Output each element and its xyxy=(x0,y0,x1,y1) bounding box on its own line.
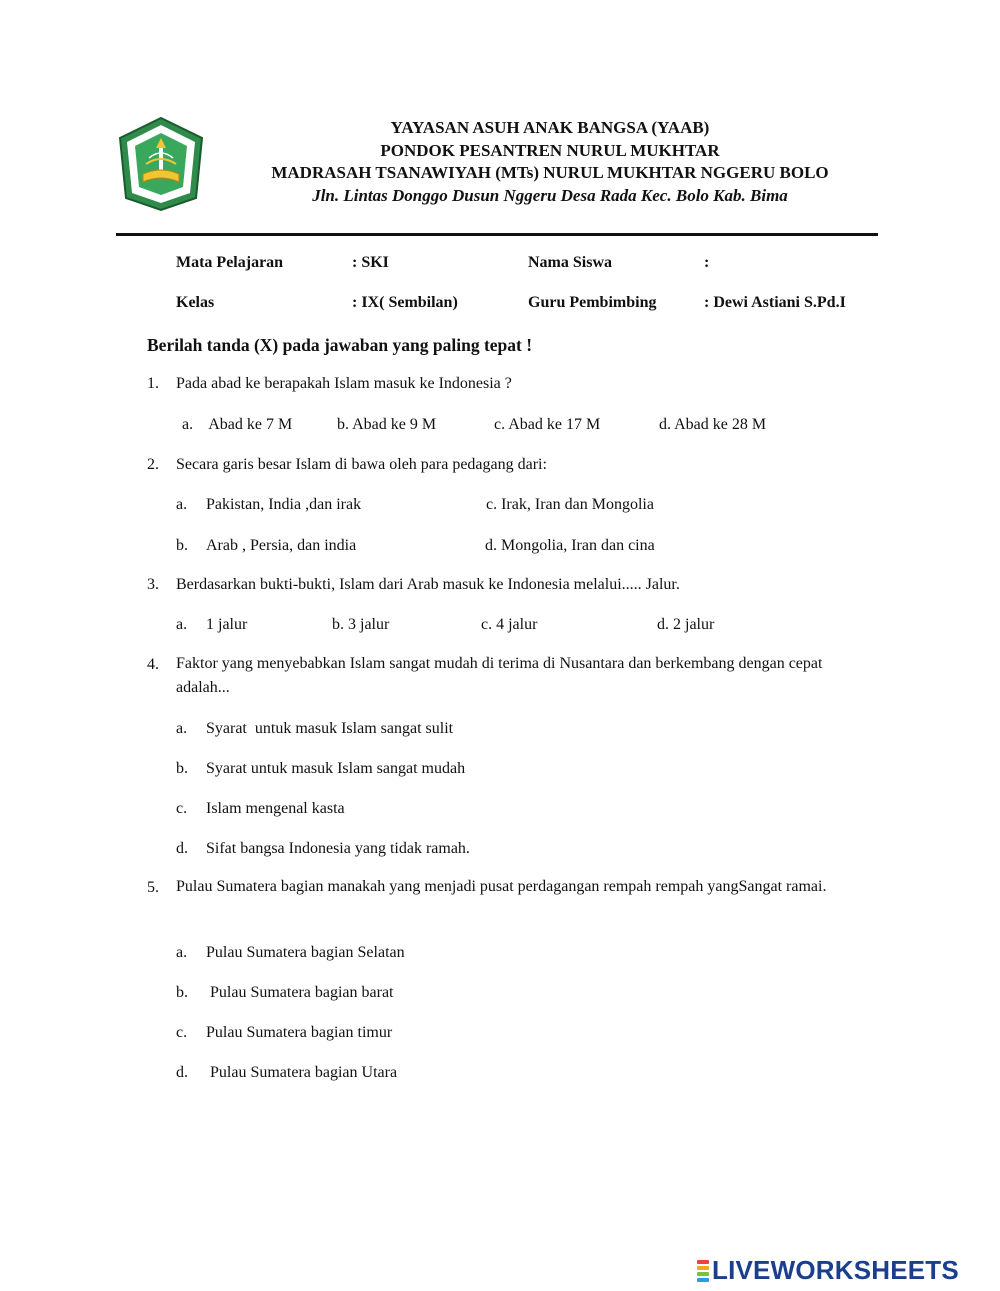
q2-option-c[interactable]: c. Irak, Iran dan Mongolia xyxy=(486,496,654,513)
subject-value: : SKI xyxy=(352,254,389,271)
question-number: 5. xyxy=(147,879,159,896)
q3-option-a-letter: a. xyxy=(176,616,188,633)
liveworksheets-text: LIVEWORKSHEETS xyxy=(712,1255,959,1285)
question-text: Secara garis besar Islam di bawa oleh para pedagang dari: xyxy=(176,456,547,473)
instruction: Berilah tanda (X) pada jawaban yang paling tepat ! xyxy=(147,335,533,355)
school-logo xyxy=(116,116,206,212)
liveworksheets-logo-icon xyxy=(697,1259,709,1283)
q5-option-c-letter: c. xyxy=(176,1024,188,1041)
school-address: Jln. Lintas Donggo Dusun Nggeru Desa Rada Kec. Bolo Kab. Bima xyxy=(312,186,788,205)
q3-option-a[interactable]: 1 jalur xyxy=(206,616,248,633)
q1-option-c[interactable]: c. Abad ke 17 M xyxy=(494,416,601,433)
class-label: Kelas xyxy=(176,294,215,311)
liveworksheets-watermark xyxy=(697,1255,959,1286)
q4-option-c-letter: c. xyxy=(176,800,188,817)
madrasah-name: MADRASAH TSANAWIYAH (MTs) NURUL MUKHTAR NGGERU BOLO xyxy=(271,163,829,182)
q2-option-b[interactable]: Arab , Persia, dan india xyxy=(206,537,357,554)
question-text: Pada abad ke berapakah Islam masuk ke Indonesia ? xyxy=(176,375,512,392)
q2-option-a-letter: a. xyxy=(176,496,188,513)
question-number: 4. xyxy=(147,656,159,673)
question-number: 1. xyxy=(147,375,159,392)
q4-option-a-letter: a. xyxy=(176,720,188,737)
q4-option-b-letter: b. xyxy=(176,760,188,777)
teacher-label: Guru Pembimbing xyxy=(528,294,657,311)
q1-option-d[interactable]: d. Abad ke 28 M xyxy=(659,416,767,433)
question-number: 2. xyxy=(147,456,159,473)
q3-option-b[interactable]: b. 3 jalur xyxy=(332,616,390,633)
q4-option-d-letter: d. xyxy=(176,840,188,857)
header-divider xyxy=(116,233,878,236)
teacher-value: : Dewi Astiani S.Pd.I xyxy=(704,294,846,311)
q1-option-b[interactable]: b. Abad ke 9 M xyxy=(337,416,437,433)
student-name-field[interactable]: : xyxy=(704,254,710,271)
q5-option-a-letter: a. xyxy=(176,944,188,961)
q4-option-c[interactable]: Islam mengenal kasta xyxy=(206,800,345,817)
class-value: : IX( Sembilan) xyxy=(352,294,458,311)
q5-option-d-letter: d. xyxy=(176,1064,188,1081)
q5-option-b-letter: b. xyxy=(176,984,188,1001)
q4-option-a[interactable]: Syarat untuk masuk Islam sangat sulit xyxy=(206,720,454,737)
q2-option-d[interactable]: d. Mongolia, Iran dan cina xyxy=(485,537,655,554)
school-emblem-icon xyxy=(116,116,206,212)
question-text: Pulau Sumatera bagian manakah yang menjadi pusat perdagangan rempah rempah yangSangat ramai. xyxy=(176,878,827,895)
question-text: Faktor yang menyebabkan Islam sangat mudah di terima di Nusantara dan berkembang dengan cepat adalah... xyxy=(176,655,823,696)
q5-option-d[interactable]: Pulau Sumatera bagian Utara xyxy=(206,1064,398,1081)
q5-option-a[interactable]: Pulau Sumatera bagian Selatan xyxy=(206,944,405,961)
question-number: 3. xyxy=(147,576,159,593)
q2-option-a[interactable]: Pakistan, India ,dan irak xyxy=(206,496,362,513)
q4-option-b[interactable]: Syarat untuk masuk Islam sangat mudah xyxy=(206,760,466,777)
school-name: PONDOK PESANTREN NURUL MUKHTAR xyxy=(380,141,720,160)
q3-option-d[interactable]: d. 2 jalur xyxy=(657,616,715,633)
q2-option-b-letter: b. xyxy=(176,537,188,554)
q3-option-c[interactable]: c. 4 jalur xyxy=(481,616,538,633)
q5-option-b[interactable]: Pulau Sumatera bagian barat xyxy=(206,984,394,1001)
foundation-name: YAYASAN ASUH ANAK BANGSA (YAAB) xyxy=(390,118,710,137)
subject-label: Mata Pelajaran xyxy=(176,254,284,271)
q5-option-c[interactable]: Pulau Sumatera bagian timur xyxy=(206,1024,393,1041)
student-name-label: Nama Siswa xyxy=(528,254,613,271)
q1-option-a[interactable]: a. Abad ke 7 M xyxy=(182,416,293,433)
q4-option-d[interactable]: Sifat bangsa Indonesia yang tidak ramah. xyxy=(206,840,470,857)
question-text: Berdasarkan bukti-bukti, Islam dari Arab masuk ke Indonesia melalui..... Jalur. xyxy=(176,576,680,593)
